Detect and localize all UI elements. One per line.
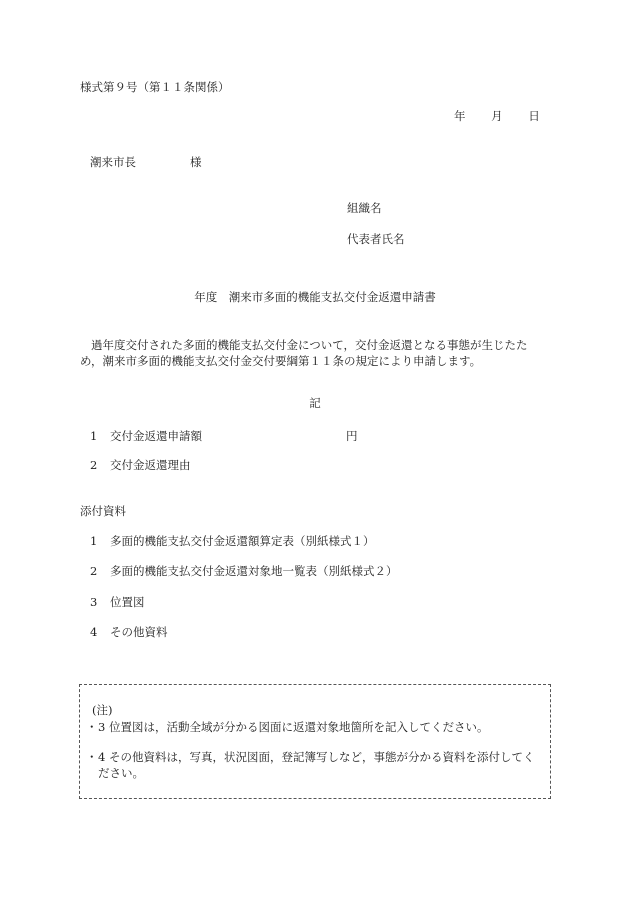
attachment-number: 2: [90, 564, 98, 578]
body-paragraph: 過年度交付された多面的機能支払交付金について，交付金返還となる事態が生じたため，潮来市多面的機能支払交付金交付要綱第１１条の規定により申請します。: [80, 338, 528, 368]
attachment-number: 3: [90, 595, 98, 609]
attachment-item: [90, 536, 375, 548]
notes-heading: (注): [92, 703, 113, 717]
attachment-item: [90, 597, 145, 609]
item-refund-reason: [90, 460, 191, 472]
document-title: [0, 292, 630, 304]
addressee: [90, 157, 202, 169]
date-month-label: 月: [491, 109, 503, 123]
note-item: [86, 719, 544, 735]
title-text: 潮来市多面的機能支払交付金返還申請書: [228, 290, 436, 304]
item-label: 交付金返還申請額: [110, 429, 202, 443]
date-year-label: 年: [454, 109, 466, 123]
addressee-name: 潮来市長: [90, 155, 136, 169]
bullet-icon: ・: [86, 750, 98, 764]
ki-heading: 記: [309, 396, 321, 410]
item-refund-amount: [90, 431, 358, 443]
notes-box: [79, 684, 551, 799]
form-number: 様式第９号（第１１条関係）: [80, 80, 230, 94]
date-line: [454, 111, 540, 123]
item-number: 2: [90, 458, 98, 472]
attachment-item: [90, 627, 168, 639]
date-day-label: 日: [528, 109, 540, 123]
item-unit: 円: [346, 429, 358, 443]
attachment-label: 多面的機能支払交付金返還対象地一覧表（別紙様式２）: [110, 564, 398, 578]
item-number: 1: [90, 429, 98, 443]
org-name-label: 組織名: [347, 201, 382, 215]
attachment-number: 4: [90, 625, 98, 639]
attachment-item: [90, 566, 398, 578]
title-year-label: 年度: [194, 290, 218, 304]
attachments-heading: 添付資料: [80, 504, 126, 518]
addressee-honorific: 様: [190, 155, 202, 169]
attachment-label: その他資料: [110, 625, 168, 639]
attachment-number: 1: [90, 534, 98, 548]
item-label: 交付金返還理由: [110, 458, 191, 472]
note-item: [86, 749, 544, 781]
attachment-label: 多面的機能支払交付金返還額算定表（別紙様式１）: [110, 534, 375, 548]
bullet-icon: ・: [86, 720, 98, 734]
note-text: 4 その他資料は，写真，状況図面，登記簿写しなど，事態が分かる資料を添付してください。: [98, 750, 535, 780]
representative-name-label: 代表者氏名: [347, 232, 405, 246]
attachment-label: 位置図: [110, 595, 145, 609]
note-text: 3 位置図は，活動全域が分かる図面に返還対象地箇所を記入してください。: [98, 720, 489, 734]
